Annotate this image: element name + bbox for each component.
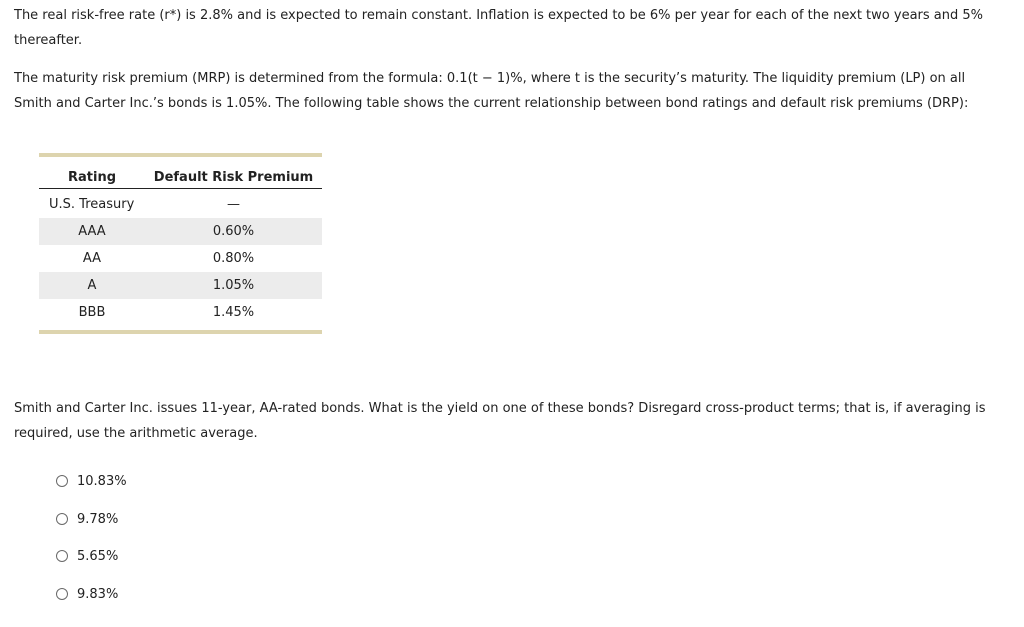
answer-option[interactable] xyxy=(56,463,127,501)
rating-cell: BBB xyxy=(78,305,106,320)
radio-button-icon[interactable] xyxy=(56,588,68,600)
drp-table xyxy=(39,153,322,334)
table-row xyxy=(39,272,322,299)
rating-cell: AAA xyxy=(78,224,106,239)
answer-options xyxy=(56,463,127,613)
drp-cell: 1.05% xyxy=(212,278,255,293)
question-paragraph-2: The maturity risk premium (MRP) is determined from the formula: 0.1(t − 1)%, where t is the security’s maturity. The liquidity premium (LP) on all Smith and Carter Inc.’s bonds is 1.05%. The following table shows the current relationship between bond ratings and default risk premiums (DRP): xyxy=(14,71,969,111)
header-rating: Rating xyxy=(67,170,116,185)
answer-option[interactable] xyxy=(56,576,127,614)
answer-option-label[interactable]: 9.78% xyxy=(77,511,119,527)
answer-option-label[interactable]: 5.65% xyxy=(77,549,119,565)
question-paragraph-1: The real risk-free rate (r*) is 2.8% and is expected to remain constant. Inflation is expected to be 6% per year for each of the next two years and 5% thereafter. xyxy=(14,8,983,48)
table-row xyxy=(39,218,322,245)
answer-option[interactable] xyxy=(56,501,127,539)
radio-button-icon[interactable] xyxy=(56,475,68,487)
table-header xyxy=(39,157,322,189)
answer-option[interactable] xyxy=(56,538,127,576)
rating-cell: U.S. Treasury xyxy=(49,197,135,212)
drp-cell: 0.80% xyxy=(212,251,255,266)
drp-cell: — xyxy=(227,197,240,212)
question-paragraph-3: Smith and Carter Inc. issues 11-year, AA-rated bonds. What is the yield on one of these bonds? Disregard cross-product terms; that is, if averaging is required, use the arithmetic average. xyxy=(14,401,986,441)
answer-option-label[interactable]: 9.83% xyxy=(77,586,119,602)
drp-cell: 1.45% xyxy=(212,305,255,320)
drp-cell: 0.60% xyxy=(212,224,255,239)
radio-button-icon[interactable] xyxy=(56,550,68,562)
rating-cell: A xyxy=(87,278,97,293)
table-row xyxy=(39,245,322,272)
radio-button-icon[interactable] xyxy=(56,513,68,525)
rating-cell: AA xyxy=(82,251,102,266)
answer-option-label[interactable]: 10.83% xyxy=(77,474,127,490)
table-row xyxy=(39,191,322,218)
header-default-risk-premium: Default Risk Premium xyxy=(153,170,314,185)
table-row xyxy=(39,299,322,326)
table-bottom-rule xyxy=(39,330,322,334)
